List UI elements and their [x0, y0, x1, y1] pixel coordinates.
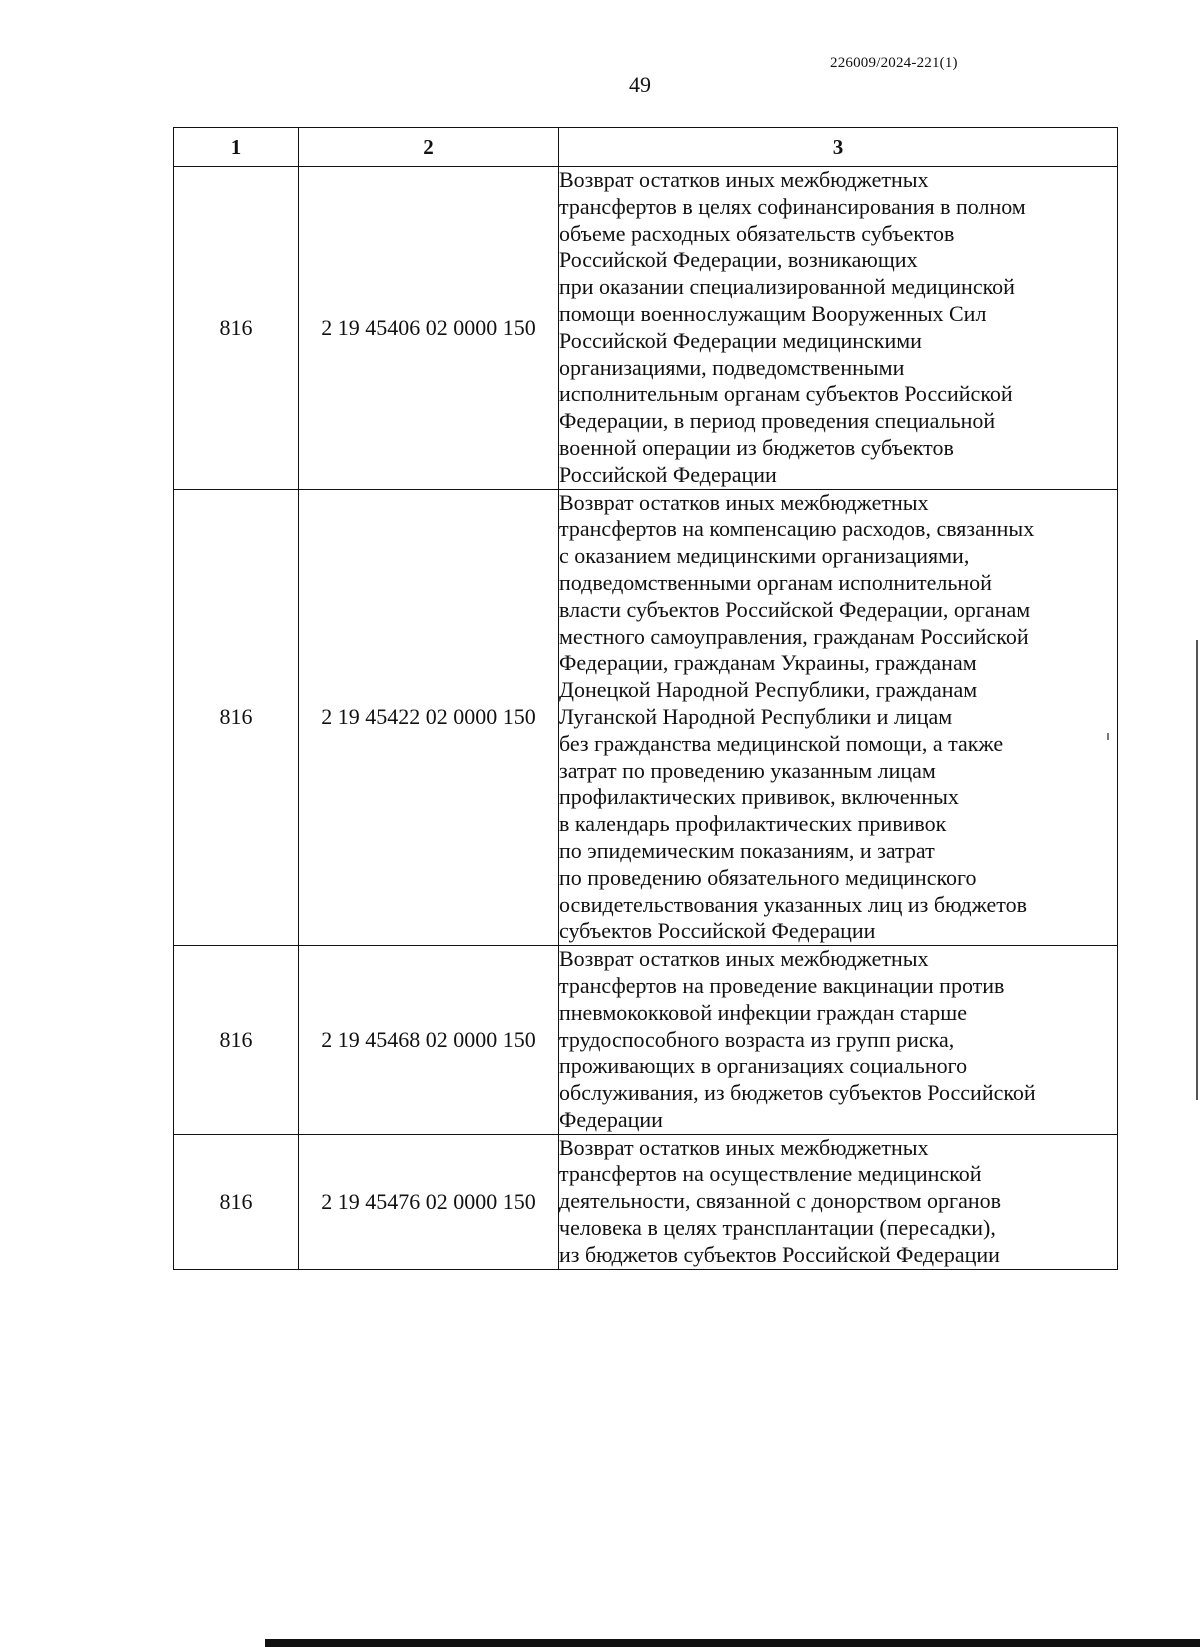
document-registration-number: 226009/2024-221(1)	[830, 55, 958, 71]
description-line: трудоспособного возраста из групп риска,	[559, 1026, 955, 1052]
description-line: Донецкой Народной Республики, гражданам	[559, 677, 978, 703]
income-description-cell	[559, 1134, 1118, 1269]
description-line: трансфертов на проведение вакцинации против	[559, 972, 1005, 998]
income-description-cell	[559, 167, 1118, 490]
description-line: по проведению обязательного медицинского	[559, 864, 977, 890]
description-line: при оказании специализированной медицинской	[559, 274, 1015, 300]
description-line: деятельности, связанной с донорством органов	[559, 1188, 1001, 1214]
description-line: обслуживания, из бюджетов субъектов Российской	[559, 1080, 1036, 1106]
description-line: трансфертов на осуществление медицинской	[559, 1161, 982, 1187]
page-number: 49	[629, 72, 651, 97]
description-line: пневмококковой инфекции граждан старше	[559, 999, 967, 1025]
description-line: трансфертов на компенсацию расходов, связанных	[559, 516, 1035, 542]
description-line: Возврат остатков иных межбюджетных	[559, 167, 929, 192]
column-header-1: 1	[174, 128, 299, 167]
description-line: из бюджетов субъектов Российской Федерации	[559, 1241, 1000, 1267]
chapter-code-cell: 816	[174, 167, 299, 490]
column-header-3: 3	[559, 128, 1118, 167]
description-line: исполнительным органам субъектов Российской	[559, 381, 1013, 407]
description-line: человека в целях трансплантации (пересадки),	[559, 1215, 996, 1241]
description-line: Федерации	[559, 1106, 663, 1132]
table-row	[174, 167, 1118, 490]
description-line: Российской Федерации, возникающих	[559, 247, 918, 273]
budget-codes-table	[173, 127, 1118, 1270]
description-line: Возврат остатков иных межбюджетных	[559, 1134, 929, 1160]
scan-edge-line-right	[1196, 640, 1198, 1100]
table-row	[174, 489, 1118, 946]
description-line: местного самоуправления, гражданам Российской	[559, 623, 1029, 649]
budget-classification-code-cell: 2 19 45468 02 0000 150	[299, 946, 559, 1135]
description-line: в календарь профилактических прививок	[559, 811, 947, 837]
description-line: власти субъектов Российской Федерации, органам	[559, 596, 1031, 622]
budget-classification-code-cell: 2 19 45406 02 0000 150	[299, 167, 559, 490]
description-line: военной операции из бюджетов субъектов	[559, 434, 954, 460]
description-line: с оказанием медицинскими организациями,	[559, 543, 970, 569]
chapter-code-cell: 816	[174, 1134, 299, 1269]
table-row	[174, 1134, 1118, 1269]
scan-edge-line-bottom	[265, 1639, 1200, 1647]
description-line: Федерации, в период проведения специальной	[559, 408, 996, 434]
column-header-2: 2	[299, 128, 559, 167]
income-description-cell	[559, 489, 1118, 946]
description-line: Возврат остатков иных межбюджетных	[559, 946, 929, 972]
description-line: организациями, подведомственными	[559, 354, 905, 380]
description-line: профилактических прививок, включенных	[559, 784, 959, 810]
description-line: подведомственными органам исполнительной	[559, 569, 992, 595]
description-line: Российской Федерации медицинскими	[559, 327, 922, 353]
description-line: объеме расходных обязательств субъектов	[559, 220, 955, 246]
description-line: субъектов Российской Федерации	[559, 918, 876, 944]
table-row	[174, 946, 1118, 1135]
description-line: без гражданства медицинской помощи, а также	[559, 730, 1004, 756]
income-description-cell	[559, 946, 1118, 1135]
description-line: Возврат остатков иных межбюджетных	[559, 489, 929, 515]
chapter-code-cell: 816	[174, 489, 299, 946]
description-line: по эпидемическим показаниям, и затрат	[559, 837, 935, 863]
description-line: освидетельствования указанных лиц из бюджетов	[559, 891, 1027, 917]
chapter-code-cell: 816	[174, 946, 299, 1135]
description-line: помощи военнослужащим Вооруженных Сил	[559, 300, 987, 326]
description-line: Луганской Народной Республики и лицам	[559, 703, 953, 729]
budget-classification-code-cell: 2 19 45422 02 0000 150	[299, 489, 559, 946]
description-line: затрат по проведению указанным лицам	[559, 757, 936, 783]
description-line: проживающих в организациях социального	[559, 1053, 968, 1079]
table-header-row	[174, 128, 1118, 167]
description-line: Российской Федерации	[559, 461, 777, 487]
description-line: Федерации, гражданам Украины, гражданам	[559, 650, 977, 676]
description-line: трансфертов в целях софинансирования в полном	[559, 193, 1026, 219]
scan-speck	[1107, 733, 1109, 740]
budget-classification-code-cell: 2 19 45476 02 0000 150	[299, 1134, 559, 1269]
